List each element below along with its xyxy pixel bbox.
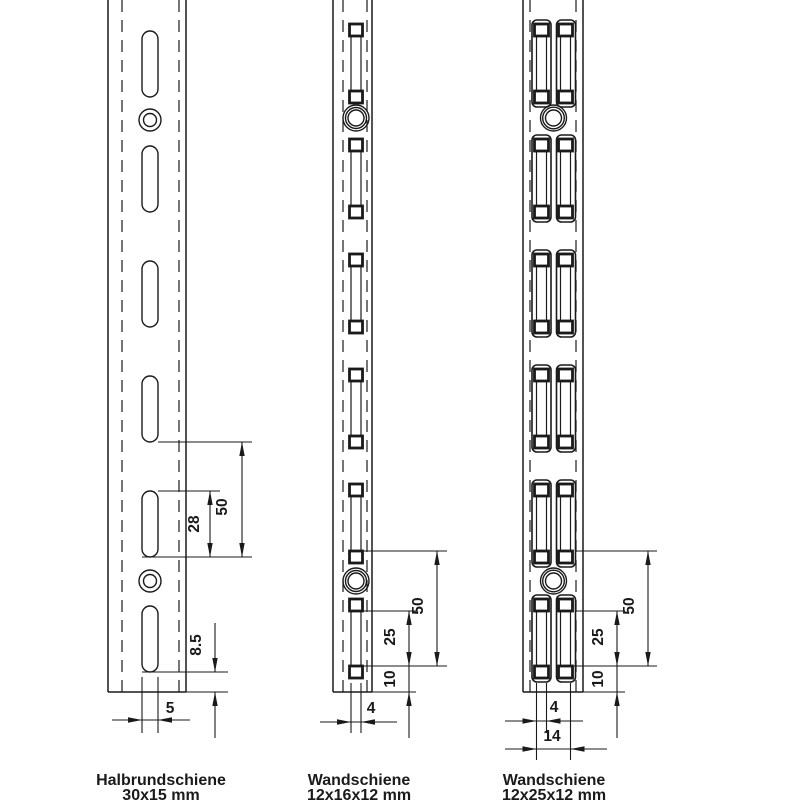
dimension-label: 50: [621, 597, 638, 615]
slot-notch-top: [350, 139, 363, 151]
dimension-label: 28: [186, 515, 203, 533]
slot-notch-top: [350, 369, 363, 381]
slot-notch-bottom: [350, 206, 363, 218]
slot-notch-top: [535, 254, 549, 266]
slot-notch-top: [535, 24, 549, 36]
rail-caption-wandschiene-12x25x12: [502, 772, 606, 800]
slot-notch-top: [350, 599, 363, 611]
rail-caption-name: Halbrundschiene: [96, 772, 226, 789]
slot-notch-top: [559, 484, 573, 496]
dimension-label: 25: [590, 628, 607, 646]
slot-notch-bottom: [535, 206, 549, 218]
rail-caption-name: Wandschiene: [307, 772, 411, 789]
slot-notch-bottom: [559, 666, 573, 678]
slot-notch-bottom: [559, 321, 573, 333]
slot-notch-top: [559, 24, 573, 36]
slot-notch-top: [350, 484, 363, 496]
rail-caption-name: Wandschiene: [502, 772, 606, 789]
slot-notch-top: [559, 139, 573, 151]
slot-notch-top: [559, 599, 573, 611]
slot-notch-bottom: [350, 436, 363, 448]
rail-caption-size: 30x15 mm: [122, 787, 200, 800]
slot-notch-bottom: [559, 91, 573, 103]
slot-notch-top: [535, 484, 549, 496]
dimension-label: 50: [214, 498, 231, 516]
slot-notch-bottom: [559, 551, 573, 563]
rail-caption-size: 12x25x12 mm: [501, 787, 607, 800]
slot-notch-bottom: [535, 666, 549, 678]
slot-notch-top: [559, 254, 573, 266]
slot-notch-top: [350, 24, 363, 36]
dimension-label: 4: [366, 700, 376, 717]
slot-notch-bottom: [350, 321, 363, 333]
dimension-label: 25: [382, 628, 399, 646]
dimension-label: 50: [410, 597, 427, 615]
slot-notch-top: [535, 369, 549, 381]
slot-notch-bottom: [559, 206, 573, 218]
slot-notch-top: [535, 599, 549, 611]
slot-notch-bottom: [350, 666, 363, 678]
dimension-label: 5: [165, 700, 175, 717]
slot-notch-top: [350, 254, 363, 266]
dimension-label: 4: [549, 699, 559, 716]
slot-notch-bottom: [535, 321, 549, 333]
slot-notch-bottom: [535, 91, 549, 103]
dimension-label: 10: [382, 670, 399, 688]
dimension-label: 8.5: [188, 634, 205, 656]
slot-notch-bottom: [350, 91, 363, 103]
slot-notch-bottom: [535, 436, 549, 448]
slot-notch-bottom: [559, 436, 573, 448]
slot-notch-bottom: [350, 551, 363, 563]
rail-caption-size: 12x16x12 mm: [306, 787, 412, 800]
rail-caption-wandschiene-12x16x12: [307, 772, 411, 800]
slot-notch-top: [559, 369, 573, 381]
slot-notch-bottom: [535, 551, 549, 563]
dimension-label: 14: [543, 728, 561, 745]
dimension-label: 10: [590, 670, 607, 688]
slot-notch-top: [535, 139, 549, 151]
